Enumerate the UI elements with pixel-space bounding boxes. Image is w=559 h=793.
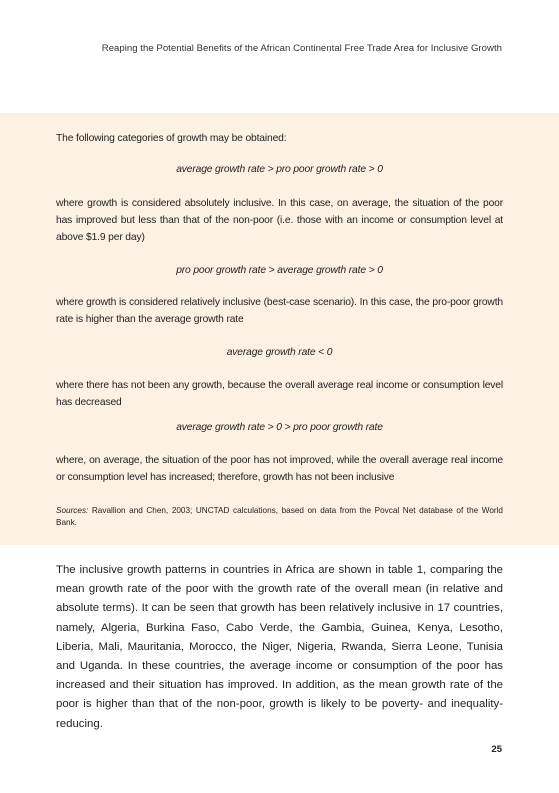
formula-relatively-inclusive: pro poor growth rate > average growth rate > 0 [176,265,383,276]
sources-text: Ravallion and Chen, 2003; UNCTAD calculations, based on data from the Povcal Net database of the World Bank. [56,506,503,527]
formula-no-growth: average growth rate < 0 [226,347,333,358]
formula-absolutely-inclusive: average growth rate > pro poor growth rate > 0 [176,164,383,175]
definition-box [0,113,559,545]
text-no-growth: where there has not been any growth, because the overall average real income or consumption level has decreased [56,380,503,408]
body-paragraph: The inclusive growth patterns in countries in Africa are shown in table 1, comparing the mean growth rate of the poor with the growth rate of the overall mean (in relative and absolute terms). It can be seen that growth has been relatively inclusive in 17 countries, namely, Algeria, Burkina Faso, Cabo Verde, the Gambia, Guinea, Kenya, Lesotho, Liberia, Mali, Mauritania, Morocco, the Niger, Nigeria, Rwanda, Sierra Leone, Tunisia and Uganda. In these countries, the average income or consumption of the poor has increased and their situation has improved. In addition, as the mean growth rate of the poor is higher than that of the non-poor, growth is likely to be poverty- and inequality-reducing. [56,564,503,730]
page-number: 25 [491,744,502,755]
text-absolutely-inclusive: where growth is considered absolutely inclusive. In this case, on average, the situation of the poor has improved but less than that of the non-poor (i.e. those with an income or consumption level at above $1.9 per day) [56,198,503,243]
sources-label: Sources: [56,506,89,515]
running-header: Reaping the Potential Benefits of the African Continental Free Trade Area for Inclusive Growth [101,43,502,54]
sources-note [56,505,503,529]
formula-not-inclusive: average growth rate > 0 > pro poor growth rate [176,422,383,433]
box-intro: The following categories of growth may be obtained: [56,133,287,144]
text-not-inclusive: where, on average, the situation of the poor has not improved, while the overall average real income or consumption level has increased; therefore, growth has not been inclusive [56,455,503,483]
text-relatively-inclusive: where growth is considered relatively inclusive (best-case scenario). In this case, the pro-poor growth rate is higher than the average growth rate [56,297,503,325]
